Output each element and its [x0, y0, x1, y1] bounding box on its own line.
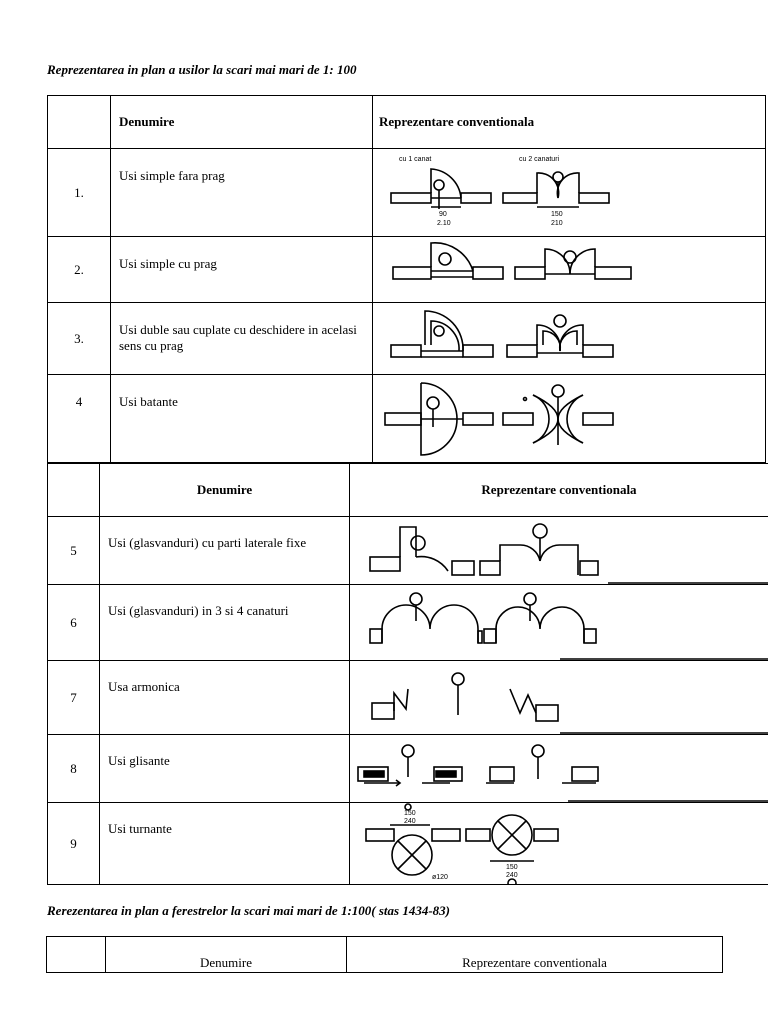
header-repr: Reprezentare conventionala — [373, 96, 766, 149]
dim-label: 240 — [404, 818, 416, 825]
coupled-door-symbol — [373, 303, 766, 375]
folding-door-symbol — [350, 661, 768, 735]
row-number: 5 — [48, 517, 100, 585]
row-drawing — [350, 517, 768, 585]
door-with-threshold-symbol — [373, 237, 766, 303]
header-num-cell — [48, 464, 100, 517]
row-name: Usi simple cu prag — [111, 237, 373, 303]
dim-label: 90 — [439, 211, 447, 218]
label-two-leaves: cu 2 canaturi — [519, 156, 560, 163]
doors-heading: Reprezentarea in plan a usilor la scari mai mari de 1: 100 — [47, 62, 357, 77]
row-drawing — [350, 585, 768, 661]
multi-leaf-glazed-door-symbol — [350, 585, 768, 661]
header-name: Denumire — [111, 96, 373, 149]
swing-door-symbol — [373, 375, 766, 463]
header-num-cell — [47, 937, 106, 973]
row-name: Usi turnante — [100, 803, 350, 885]
row-number: 1. — [48, 149, 111, 237]
table-row — [48, 803, 768, 885]
row-drawing — [373, 303, 766, 375]
row-number: 9 — [48, 803, 100, 885]
row-name: Usa armonica — [100, 661, 350, 735]
dim-label: 150 — [506, 864, 518, 871]
row-name: Usi duble sau cuplate cu deschidere in acelasi sens cu prag — [111, 303, 373, 375]
header-name: Denumire — [106, 937, 347, 973]
sliding-door-symbol — [350, 735, 768, 803]
row-number: 6 — [48, 585, 100, 661]
row-name: Usi glisante — [100, 735, 350, 803]
row-name: Usi simple fara prag — [111, 149, 373, 237]
dim-label: 210 — [551, 220, 563, 227]
row-name: Usi batante — [111, 375, 373, 463]
dim-label: 150 — [404, 810, 416, 817]
row-number: 8 — [48, 735, 100, 803]
table-row — [48, 149, 766, 237]
table-row — [48, 517, 768, 585]
row-number: 7 — [48, 661, 100, 735]
doors-table-2 — [47, 463, 768, 885]
header-num-cell — [48, 96, 111, 149]
dim-label: 2.10 — [437, 220, 451, 227]
row-drawing — [373, 149, 766, 237]
single-and-double-door-symbol — [373, 149, 766, 237]
row-number: 2. — [48, 237, 111, 303]
windows-heading: Rerezentarea in plan a ferestrelor la scari mai mari de 1:100( stas 1434-83) — [47, 903, 450, 918]
table-row — [48, 237, 766, 303]
dim-label: 150 — [551, 211, 563, 218]
windows-table — [46, 936, 723, 973]
row-drawing — [350, 803, 768, 885]
glazed-door-side-panels-symbol — [350, 517, 768, 585]
header-repr: Reprezentare conventionala — [350, 464, 768, 517]
revolving-door-symbol — [350, 803, 768, 885]
table-row — [48, 303, 766, 375]
table-header-row — [48, 96, 766, 149]
dim-label: ø120 — [432, 874, 448, 881]
row-drawing — [350, 661, 768, 735]
row-number: 3. — [48, 303, 111, 375]
row-drawing — [373, 237, 766, 303]
header-name: Denumire — [100, 464, 350, 517]
doors-table-1 — [47, 95, 766, 463]
label-one-leaf: cu 1 canat — [399, 156, 432, 163]
row-number: 4 — [48, 375, 111, 463]
table-row — [48, 735, 768, 803]
table-row — [48, 585, 768, 661]
row-drawing — [350, 735, 768, 803]
row-name: Usi (glasvanduri) cu parti laterale fixe — [100, 517, 350, 585]
row-drawing — [373, 375, 766, 463]
row-name: Usi (glasvanduri) in 3 si 4 canaturi — [100, 585, 350, 661]
table-header-row — [47, 937, 723, 973]
table-header-row — [48, 464, 768, 517]
dim-label: 240 — [506, 872, 518, 879]
header-repr: Reprezentare conventionala — [347, 937, 723, 973]
table-row — [48, 661, 768, 735]
table-row — [48, 375, 766, 463]
